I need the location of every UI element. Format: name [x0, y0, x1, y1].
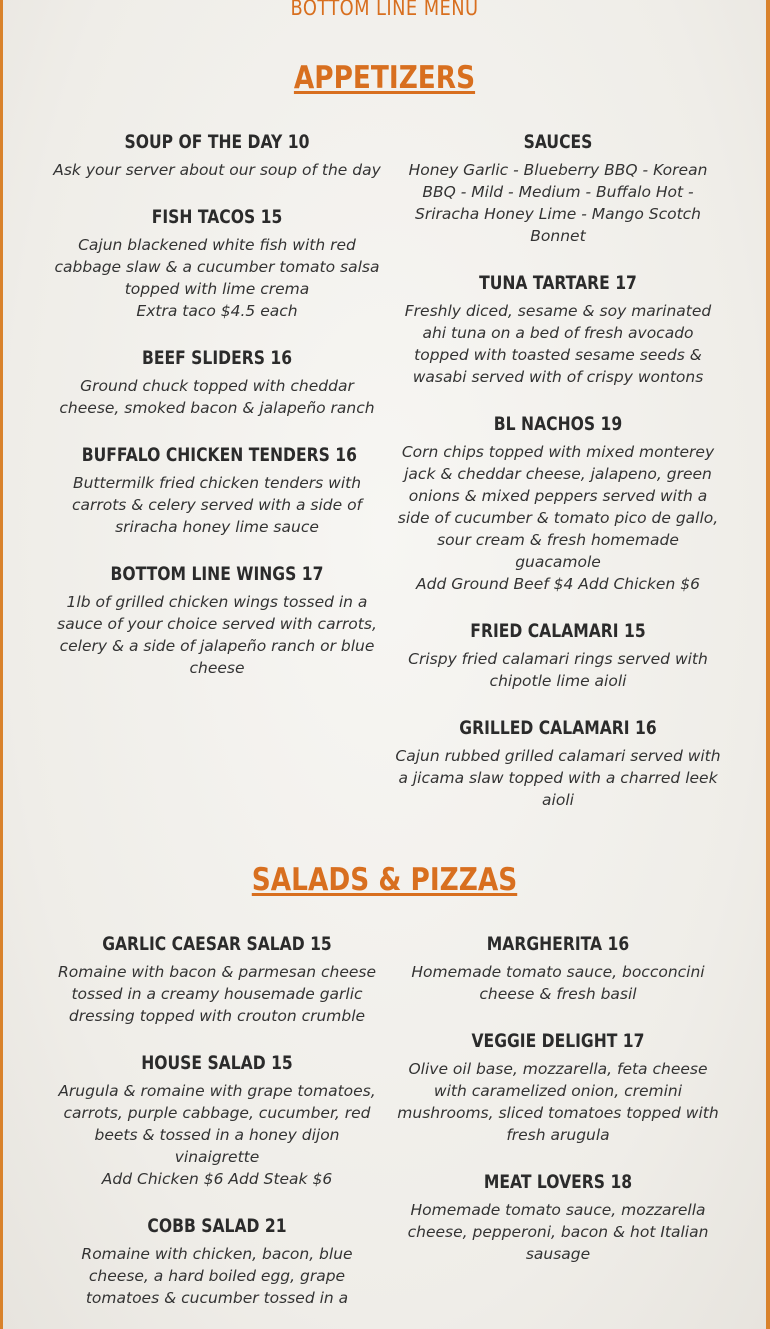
- menu-item-name: BL NACHOS 19: [493, 413, 623, 435]
- menu-item-description-line: Romaine with bacon & parmesan cheese tossed in a creamy housemade garlic dressing topped with crouton crumble: [57, 963, 377, 1025]
- menu-item-description-line: Arugula & romaine with grape tomatoes, carrots, purple cabbage, cucumber, red beets & tossed in a honey dijon vinaigrette: [58, 1082, 376, 1166]
- menu-item: [52, 562, 382, 679]
- menu-item-description-line: Extra taco $4.5 each: [136, 302, 298, 320]
- menu-item-description-line: 1lb of grilled chicken wings tossed in a sauce of your choice served with carrots, celery & a side of jalapeño ranch or blue cheese: [57, 593, 377, 677]
- menu-item-description-line: Homemade tomato sauce, bocconcini cheese & fresh basil: [411, 963, 705, 1003]
- menu-item: [393, 619, 723, 692]
- menu-item-description-line: Cajun rubbed grilled calamari served with a jicama slaw topped with a charred leek aioli: [395, 747, 721, 809]
- menu-item-description-line: Honey Garlic - Blueberry BBQ - Korean BBQ - Mild - Medium - Buffalo Hot - Sriracha Honey Lime - Mango Scotch Bonnet: [408, 161, 708, 245]
- menu-item-name: COBB SALAD 21: [147, 1215, 287, 1237]
- menu-item-description: [393, 300, 723, 388]
- menu-item-description-line: Add Ground Beef $4 Add Chicken $6: [416, 575, 700, 593]
- menu-item-description-line: Ground chuck topped with cheddar cheese, smoked bacon & jalapeño ranch: [59, 377, 375, 417]
- menu-item: [52, 130, 382, 181]
- menu-item: [393, 130, 723, 247]
- menu-item: [52, 443, 382, 538]
- menu-item: [52, 932, 382, 1027]
- menu-item-description: [393, 159, 723, 247]
- menu-item: [52, 205, 382, 322]
- section-title-appetizers: APPETIZERS: [293, 60, 476, 96]
- menu-item-description-line: Homemade tomato sauce, mozzarella cheese, pepperoni, bacon & hot Italian sausage: [407, 1201, 709, 1263]
- menu-item-description: [52, 1243, 382, 1309]
- menu-item-description-line: Romaine with chicken, bacon, blue cheese, a hard boiled egg, grape tomatoes & cucumber tossed in a: [81, 1245, 353, 1307]
- menu-item-description: [52, 591, 382, 679]
- menu-item: [393, 412, 723, 595]
- menu-item-description-line: Freshly diced, sesame & soy marinated ahi tuna on a bed of fresh avocado topped with toasted sesame seeds & wasabi served with of crispy wontons: [404, 302, 712, 386]
- menu-item-name: BEEF SLIDERS 16: [141, 347, 293, 369]
- menu-item-description: [52, 159, 382, 181]
- menu-item-description-line: Crispy fried calamari rings served with chipotle lime aioli: [408, 650, 708, 690]
- menu-item-description: [52, 961, 382, 1027]
- menu-item: [393, 271, 723, 388]
- appetizers-left-column: [52, 130, 382, 703]
- menu-item-name: BOTTOM LINE WINGS 17: [110, 563, 324, 585]
- menu-item: [393, 932, 723, 1005]
- menu-item-name: MEAT LOVERS 18: [483, 1171, 633, 1193]
- menu-item-name: MARGHERITA 16: [486, 933, 630, 955]
- menu-item-description: [52, 472, 382, 538]
- menu-item-description: [393, 648, 723, 692]
- menu-item-description: [393, 441, 723, 595]
- menu-item-name: GARLIC CAESAR SALAD 15: [102, 933, 332, 955]
- menu-item-description: [52, 234, 382, 322]
- menu-item-description: [393, 1058, 723, 1146]
- menu-item-name: HOUSE SALAD 15: [141, 1052, 293, 1074]
- menu-item-name: VEGGIE DELIGHT 17: [471, 1030, 645, 1052]
- menu-item: [52, 1214, 382, 1309]
- menu-item-name: FRIED CALAMARI 15: [470, 620, 646, 642]
- menu-item-name: BUFFALO CHICKEN TENDERS 16: [81, 444, 357, 466]
- menu-title: BOTTOM LINE MENU: [290, 0, 479, 20]
- menu-item: [393, 1029, 723, 1146]
- menu-item-description-line: Add Chicken $6 Add Steak $6: [101, 1170, 333, 1188]
- menu-item: [52, 1051, 382, 1190]
- menu-item: [393, 1170, 723, 1265]
- menu-item-description: [52, 1080, 382, 1190]
- menu-item-name: GRILLED CALAMARI 16: [459, 717, 657, 739]
- menu-item-description: [52, 375, 382, 419]
- menu-item-description-line: Ask your server about our soup of the day: [53, 161, 381, 179]
- appetizers-right-column: [393, 130, 723, 835]
- menu-item: [393, 716, 723, 811]
- menu-item-description-line: Buttermilk fried chicken tenders with carrots & celery served with a side of sriracha honey lime sauce: [71, 474, 363, 536]
- menu-item-name: SOUP OF THE DAY 10: [124, 131, 310, 153]
- menu-item-description-line: Corn chips topped with mixed monterey jack & cheddar cheese, jalapeno, green onions & mixed peppers served with a side of cucumber & tomato pico de gallo, sour cream & fresh homemade guacamole: [397, 443, 719, 571]
- menu-item-description: [393, 745, 723, 811]
- menu-item-name: TUNA TARTARE 17: [479, 272, 637, 294]
- salads-left-column: [52, 932, 382, 1329]
- menu-item-name: FISH TACOS 15: [151, 206, 283, 228]
- menu-item: [52, 346, 382, 419]
- menu-item-name: SAUCES: [523, 131, 593, 153]
- menu-item-description: [393, 1199, 723, 1265]
- menu-item-description-line: Olive oil base, mozzarella, feta cheese with caramelized onion, cremini mushrooms, sliced tomatoes topped with fresh arugula: [397, 1060, 719, 1144]
- pizzas-right-column: [393, 932, 723, 1289]
- menu-item-description: [393, 961, 723, 1005]
- section-title-salads-pizzas: SALADS & PIZZAS: [251, 862, 518, 898]
- menu-item-description-line: Cajun blackened white fish with red cabbage slaw & a cucumber tomato salsa topped with lime crema: [54, 236, 380, 298]
